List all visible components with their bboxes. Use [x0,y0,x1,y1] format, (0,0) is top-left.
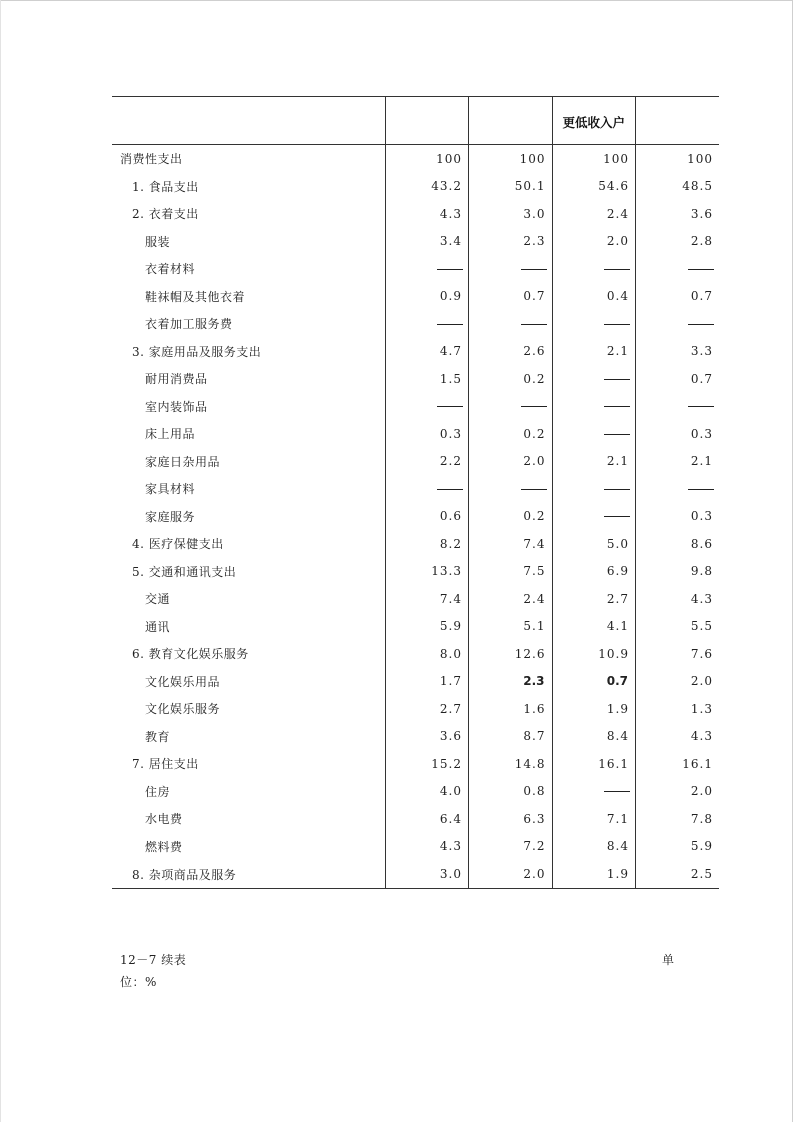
empty-value-cell [552,310,636,338]
data-table [112,96,719,889]
empty-value-cell [636,310,720,338]
value-cell: 9.8 [636,558,720,586]
dash-mark [604,516,630,517]
dash-mark [604,406,630,407]
value-cell: 2.6 [469,338,553,366]
unit-prefix: 单 [662,953,675,967]
empty-value-cell [636,255,720,283]
value-cell: 4.3 [385,833,469,861]
header-cell [385,97,469,145]
value-cell: 0.2 [469,365,553,393]
dash-mark [688,269,714,270]
value-cell: 2.7 [385,695,469,723]
value-cell: 2.1 [552,338,636,366]
value-cell: 0.9 [385,283,469,311]
table-row [112,475,719,503]
empty-value-cell [385,310,469,338]
empty-value-cell [469,475,553,503]
value-cell: 13.3 [385,558,469,586]
dash-mark [604,269,630,270]
row-label: 1. 食品支出 [132,179,199,194]
row-label: 文化娱乐用品 [145,674,221,689]
value-cell: 2.1 [552,448,636,476]
value-cell: 7.8 [636,805,720,833]
empty-value-cell [552,420,636,448]
table-row [112,255,719,283]
table-row [112,310,719,338]
table-row [112,448,719,476]
table-row [112,503,719,531]
value-cell: 1.6 [469,695,553,723]
empty-value-cell [385,255,469,283]
value-cell: 2.4 [552,200,636,228]
table-row [112,145,719,173]
row-label: 水电费 [145,812,183,827]
value-cell: 0.3 [385,420,469,448]
value-cell: 1.3 [636,695,720,723]
value-cell: 3.4 [385,228,469,256]
value-cell: 54.6 [552,173,636,201]
value-cell: 4.3 [385,200,469,228]
page-border-left [0,0,1,1122]
value-cell: 50.1 [469,173,553,201]
value-cell: 2.1 [636,448,720,476]
empty-value-cell [552,475,636,503]
row-label: 8. 杂项商品及服务 [112,860,385,889]
value-cell: 8.2 [385,530,469,558]
value-cell: 6.3 [469,805,553,833]
dash-mark [437,269,463,270]
value-cell: 100 [636,145,720,173]
row-label: 5. 交通和通讯支出 [132,564,237,579]
value-cell: 4.0 [385,778,469,806]
dash-mark [437,406,463,407]
value-cell: 5.9 [385,613,469,641]
value-cell: 2.4 [469,585,553,613]
table-row [112,420,719,448]
table-row [112,530,719,558]
table-row [112,778,719,806]
value-cell: 2.3 [469,228,553,256]
value-cell: 2.0 [636,668,720,696]
value-cell: 2.0 [552,228,636,256]
value-cell: 0.6 [385,503,469,531]
value-cell: 6.4 [385,805,469,833]
table-row [112,200,719,228]
row-label: 家具材料 [145,482,196,497]
unit-note: 位：% [120,975,157,989]
value-cell: 0.7 [469,283,553,311]
value-cell: 100 [469,145,553,173]
value-cell: 1.9 [552,860,636,889]
dash-mark [521,489,547,490]
row-label: 室内装饰品 [145,399,208,414]
row-label: 消费性支出 [120,152,183,167]
value-cell: 2.8 [636,228,720,256]
value-cell: 0.7 [552,668,636,696]
table-row [112,393,719,421]
row-label: 7. 居住支出 [132,757,199,772]
row-label: 教育 [145,729,171,744]
dash-mark [604,324,630,325]
dash-mark [521,269,547,270]
row-label: 衣着加工服务费 [145,317,233,332]
table-row [112,833,719,861]
row-label: 服装 [145,234,171,249]
dash-mark [437,324,463,325]
empty-value-cell [552,365,636,393]
dash-mark [604,791,630,792]
value-cell: 0.7 [636,365,720,393]
value-cell: 1.9 [552,695,636,723]
value-cell: 5.5 [636,613,720,641]
dash-mark [688,489,714,490]
row-label: 2. 衣着支出 [132,207,199,222]
empty-value-cell [469,393,553,421]
value-cell: 14.8 [469,750,553,778]
value-cell: 7.2 [469,833,553,861]
value-cell: 8.4 [552,833,636,861]
dash-mark [604,379,630,380]
value-cell: 4.3 [636,723,720,751]
row-label: 耐用消费品 [145,372,208,387]
value-cell: 0.3 [636,420,720,448]
table-row [112,613,719,641]
table-row [112,723,719,751]
value-cell: 0.8 [469,778,553,806]
row-label: 床上用品 [145,427,196,442]
value-cell: 48.5 [636,173,720,201]
empty-value-cell [636,475,720,503]
table-row [112,695,719,723]
header-cell: 更低收入户 [552,97,636,145]
header-cell [112,97,385,145]
row-label: 通讯 [145,619,171,634]
value-cell: 4.7 [385,338,469,366]
table-row [112,860,719,889]
value-cell: 4.3 [636,585,720,613]
value-cell: 8.6 [636,530,720,558]
value-cell: 4.1 [552,613,636,641]
table-row [112,283,719,311]
value-cell: 5.0 [552,530,636,558]
table-row [112,585,719,613]
empty-value-cell [552,393,636,421]
value-cell: 0.3 [636,503,720,531]
value-cell: 16.1 [636,750,720,778]
value-cell: 2.0 [469,448,553,476]
value-cell: 7.4 [385,585,469,613]
empty-value-cell [552,778,636,806]
header-row [112,97,719,145]
row-label: 家庭日杂用品 [145,454,221,469]
empty-value-cell [552,255,636,283]
value-cell: 5.1 [469,613,553,641]
dash-mark [437,489,463,490]
value-cell: 2.7 [552,585,636,613]
value-cell: 0.2 [469,420,553,448]
dash-mark [604,434,630,435]
empty-value-cell [385,475,469,503]
value-cell: 3.0 [385,860,469,889]
value-cell: 2.3 [469,668,553,696]
value-cell: 100 [552,145,636,173]
header-cell [469,97,553,145]
page-border-top [0,0,793,1]
dash-mark [688,324,714,325]
table-row [112,805,719,833]
value-cell: 100 [385,145,469,173]
value-cell: 0.2 [469,503,553,531]
value-cell: 1.5 [385,365,469,393]
row-label: 6. 教育文化娱乐服务 [132,647,249,662]
row-label: 交通 [145,592,171,607]
value-cell: 2.0 [636,778,720,806]
value-cell: 5.9 [636,833,720,861]
table-row [112,640,719,668]
value-cell: 3.0 [469,200,553,228]
value-cell: 2.5 [636,860,720,889]
value-cell: 8.0 [385,640,469,668]
empty-value-cell [469,255,553,283]
value-cell: 0.4 [552,283,636,311]
table-reference: 12－7 续表 [120,953,187,967]
value-cell: 12.6 [469,640,553,668]
table-row [112,228,719,256]
table-row [112,365,719,393]
value-cell: 16.1 [552,750,636,778]
table-row [112,750,719,778]
empty-value-cell [385,393,469,421]
value-cell: 7.1 [552,805,636,833]
value-cell: 2.0 [469,860,553,889]
value-cell: 7.5 [469,558,553,586]
row-label: 3. 家庭用品及服务支出 [132,344,262,359]
empty-value-cell [636,393,720,421]
row-label: 住房 [145,784,171,799]
table-body [112,145,719,889]
value-cell: 7.6 [636,640,720,668]
value-cell: 6.9 [552,558,636,586]
dash-mark [521,406,547,407]
table-row [112,173,719,201]
table-row [112,668,719,696]
table-row [112,338,719,366]
value-cell: 8.4 [552,723,636,751]
dash-mark [604,489,630,490]
table-row [112,558,719,586]
header-cell [636,97,720,145]
value-cell: 2.2 [385,448,469,476]
value-cell: 3.6 [385,723,469,751]
value-cell: 8.7 [469,723,553,751]
dash-mark [688,406,714,407]
row-label: 家庭服务 [145,509,196,524]
value-cell: 1.7 [385,668,469,696]
value-cell: 43.2 [385,173,469,201]
row-label: 4. 医疗保健支出 [132,537,224,552]
value-cell: 10.9 [552,640,636,668]
row-label: 衣着材料 [145,262,196,277]
dash-mark [521,324,547,325]
value-cell: 3.3 [636,338,720,366]
row-label: 燃料费 [145,839,183,854]
row-label: 文化娱乐服务 [145,702,221,717]
row-label: 鞋袜帽及其他衣着 [145,289,246,304]
value-cell: 0.7 [636,283,720,311]
empty-value-cell [469,310,553,338]
value-cell: 3.6 [636,200,720,228]
empty-value-cell [552,503,636,531]
value-cell: 7.4 [469,530,553,558]
value-cell: 15.2 [385,750,469,778]
expenditure-table [112,96,719,889]
